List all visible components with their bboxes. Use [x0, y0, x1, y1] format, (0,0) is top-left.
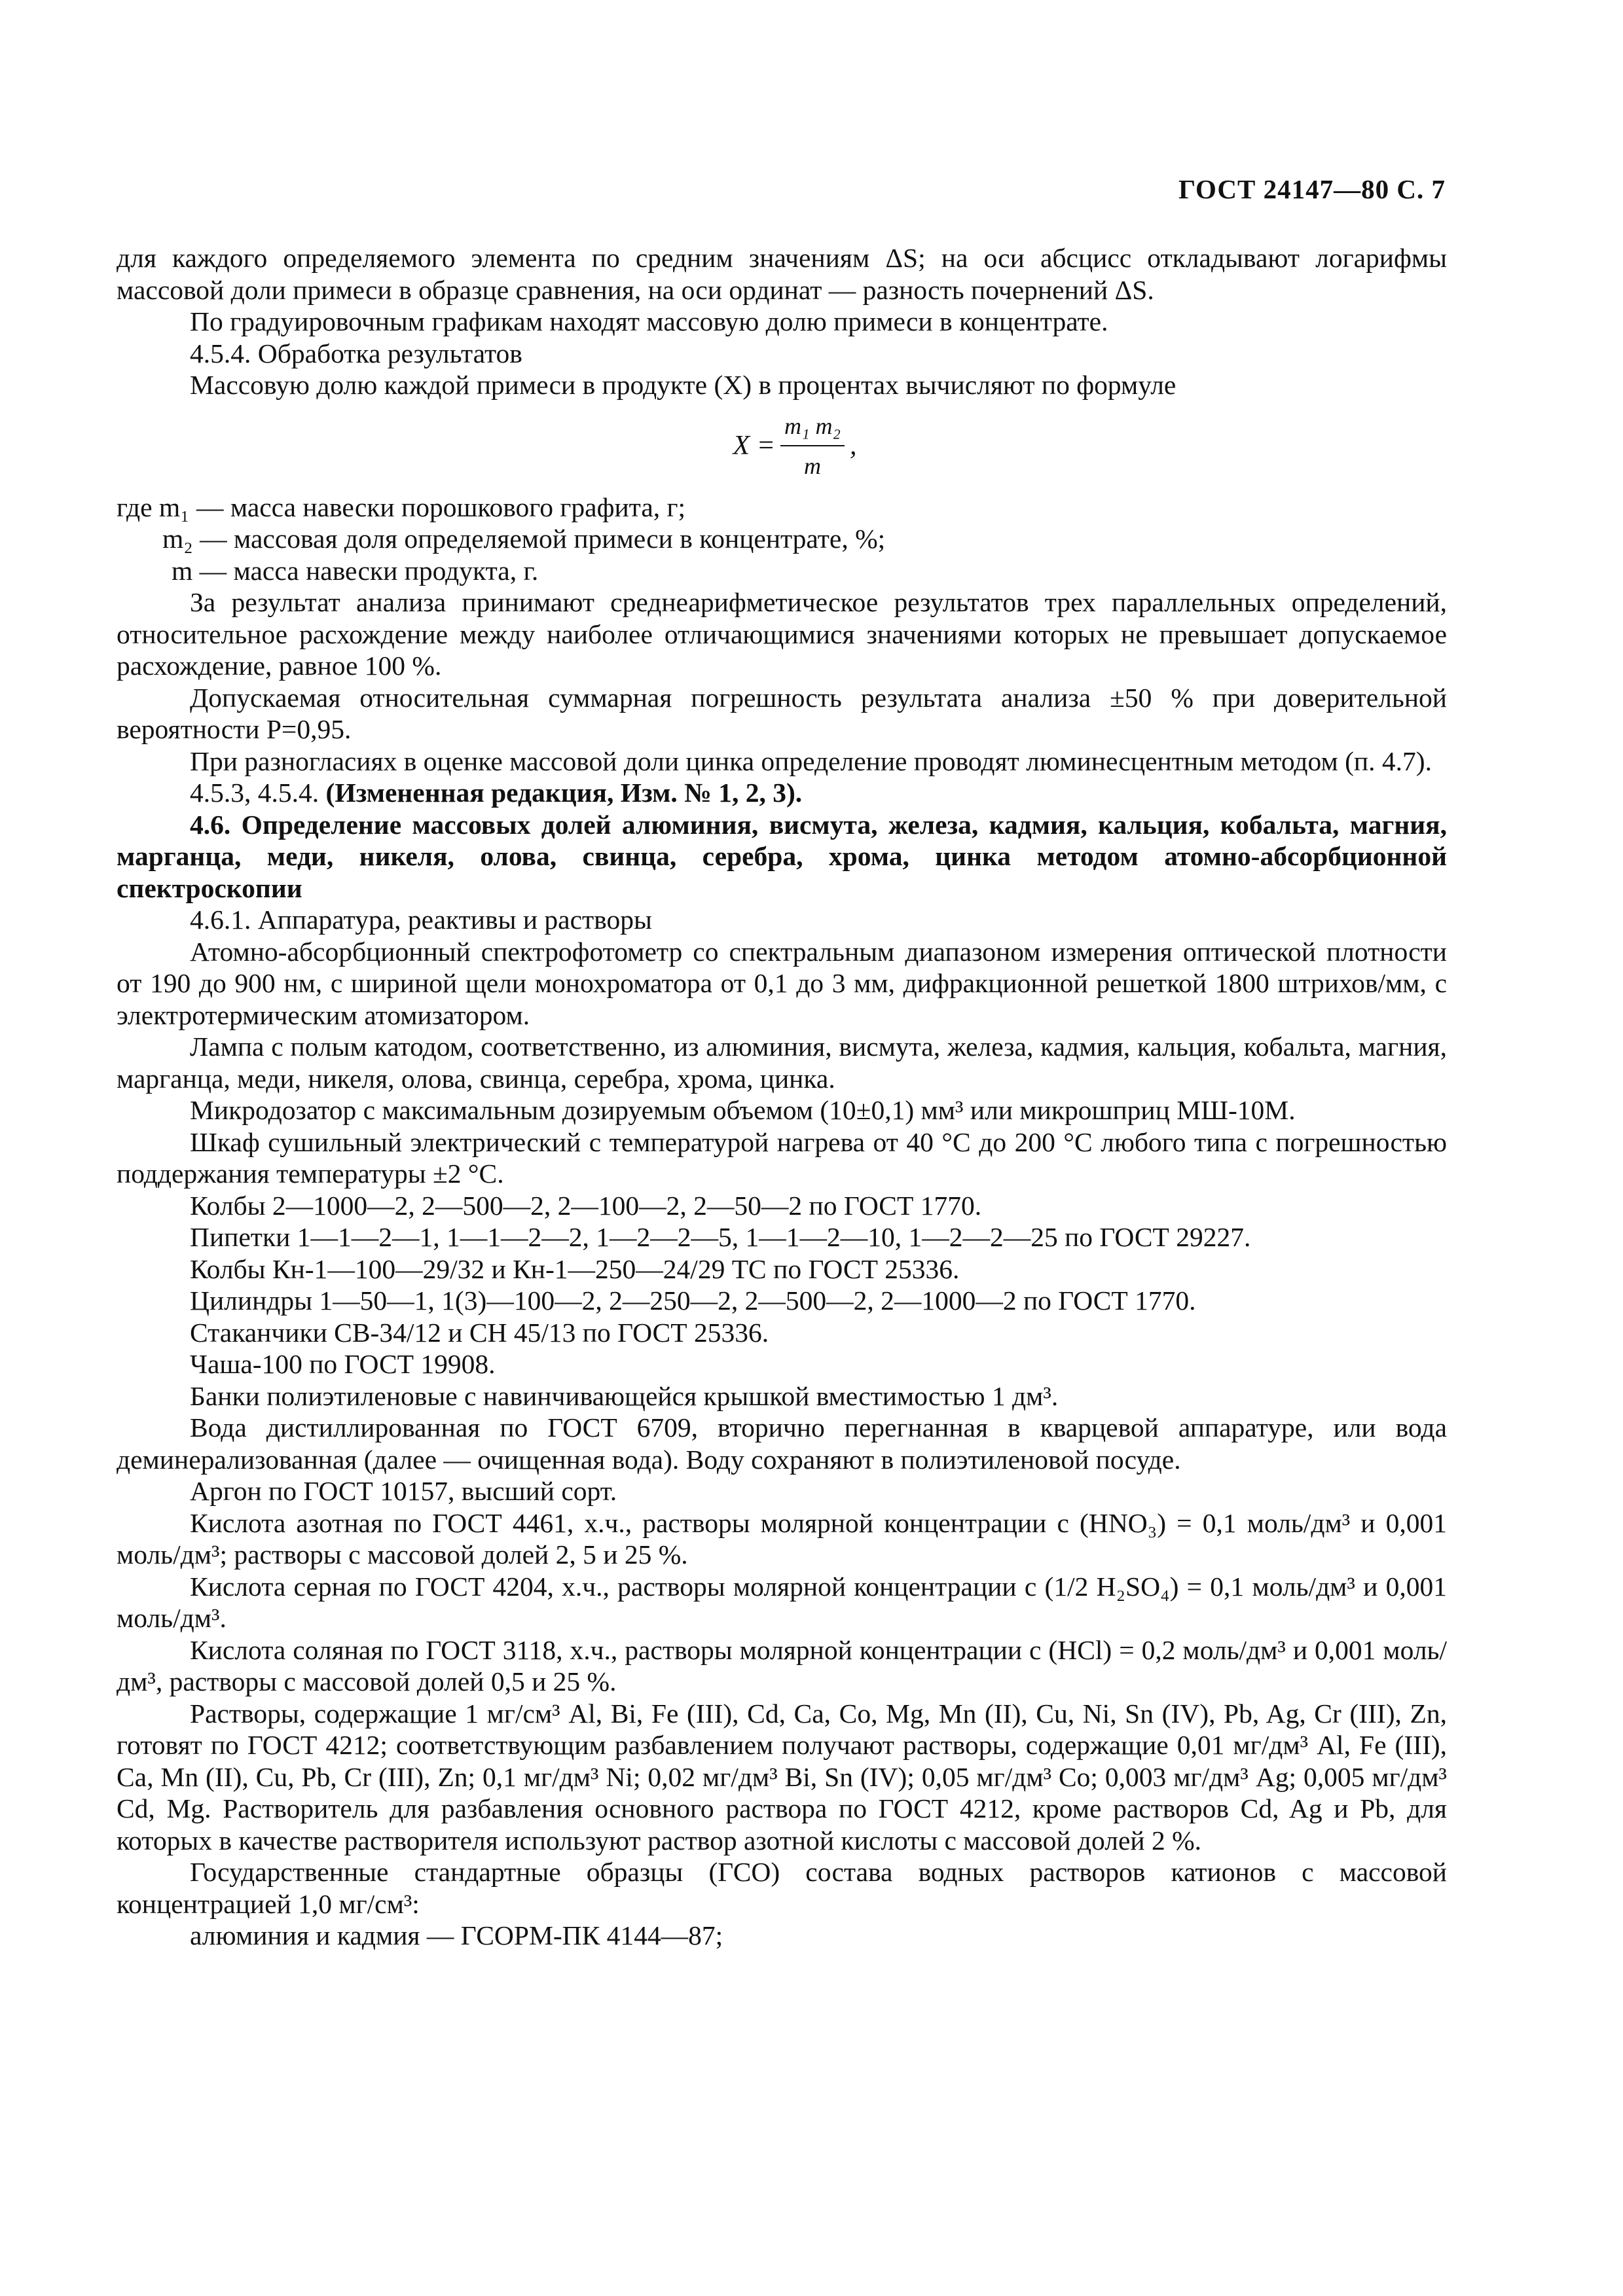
paragraph-beakers: Стаканчики СВ-34/12 и СН 45/13 по ГОСТ 25336.	[190, 1317, 769, 1348]
paragraph-argon: Аргон по ГОСТ 10157, высший сорт.	[190, 1476, 617, 1506]
formula-lhs: X =	[733, 431, 775, 461]
paragraph-oven: Шкаф сушильный электрический с температурой нагрева от 40 °С до 200 °С любого типа с погрешностью поддержания температуры ±2 °С.	[117, 1126, 1447, 1189]
paragraph-graphs: По градуировочным графикам находят массовую долю примеси в концентрате.	[190, 306, 1108, 336]
section-4-6-title: 4.6. Определение массовых долей алюминия, висмута, железа, кадмия, кальция, кобальта, магния, марганца, меди, никеля, олова, свинца, серебра, хрома, цинка методом атомно-абсорбционной спектроскопии	[117, 809, 1447, 903]
paragraph-formula-intro: Массовую долю каждой примеси в продукте (X) в процентах вычисляют по формуле	[190, 370, 1176, 400]
paragraph-flasks: Колбы 2—1000—2, 2—500—2, 2—100—2, 2—50—2 по ГОСТ 1770.	[190, 1190, 982, 1221]
page-header: ГОСТ 24147—80 С. 7	[1178, 174, 1446, 204]
document-body	[117, 242, 1447, 1952]
paragraph-bowl: Чаша-100 по ГОСТ 19908.	[190, 1349, 496, 1379]
paragraph-solutions: Растворы, содержащие 1 мг/см³ Al, Bi, Fe (III), Cd, Ca, Co, Mg, Mn (II), Cu, Ni, Sn (IV), Pb, Ag, Cr (III), Zn, готовят по ГОСТ 4212; соответствующим разбавлением получают растворы, содержащие 0,01 мг/дм³ Al, Fe (III), Ca, Mn (II), Cu, Pb, Cr (III), Zn; 0,1 мг/дм³ Ni; 0,02 мг/дм³ Bi, Sn (IV); 0,05 мг/дм³ Co; 0,003 мг/дм³ Ag; 0,005 мг/дм³ Cd, Mg. Растворитель для разбавления основного раствора по ГОСТ 4212, кроме растворов Cd, Ag и Pb, для которых в качестве растворителя используют раствор азотной кислоты с массовой долей 2 %.	[117, 1698, 1447, 1856]
paragraph-gso-aluminium-cadmium: алюминия и кадмия — ГСОРМ-ПК 4144—87;	[190, 1920, 723, 1950]
amendment-note: (Измененная редакция, Изм. № 1, 2, 3).	[325, 778, 803, 808]
amendment-sections: 4.5.3, 4.5.4.	[190, 778, 319, 808]
formula-denominator: m	[804, 452, 821, 479]
paragraph-hydrochloric-acid: Кислота соляная по ГОСТ 3118, х.ч., растворы молярной концентрации c (HCl) = 0,2 моль/дм³ и 0,001 моль/дм³, растворы с массовой долей 0,5 и 25 %.	[117, 1634, 1447, 1696]
paragraph-jars: Банки полиэтиленовые с навинчивающейся крышкой вместимостью 1 дм³.	[190, 1380, 1059, 1411]
paragraph-disagreement: При разногласиях в оценке массовой доли цинка определение проводят люминесцентным методом (п. 4.7).	[190, 745, 1432, 776]
legend-m1: где m₁ — масса навески порошкового графита, г;	[117, 492, 686, 522]
paragraph-pipettes: Пипетки 1—1—2—1, 1—1—2—2, 1—2—2—5, 1—1—2—10, 1—2—2—25 по ГОСТ 29227.	[190, 1222, 1251, 1252]
paragraph-error: Допускаемая относительная суммарная погрешность результата анализа ±50 % при доверительной вероятности P=0,95.	[117, 682, 1447, 744]
paragraph-lamp: Лампа с полым катодом, соответственно, из алюминия, висмута, железа, кадмия, кальция, кобальта, магния, марганца, меди, никеля, олова, свинца, серебра, хрома, цинка.	[117, 1031, 1447, 1094]
paragraph-amendment	[117, 777, 1447, 809]
paragraph-sulfuric-acid: Кислота серная по ГОСТ 4204, х.ч., растворы молярной концентрации c (1/2 H₂SO₄) = 0,1 моль/дм³ и 0,001 моль/дм³.	[117, 1571, 1447, 1633]
formula-numerator: m₁ m₂	[780, 410, 845, 446]
paragraph-conical-flasks: Колбы Кн-1—100—29/32 и Кн-1—250—24/29 ТС по ГОСТ 25336.	[190, 1253, 960, 1284]
paragraph-gso: Государственные стандартные образцы (ГСО) состава водных растворов катионов с массовой концентрацией 1,0 мг/см³:	[117, 1857, 1447, 1919]
paragraph-microdoser: Микродозатор с максимальным дозируемым объемом (10±0,1) мм³ или микрошприц МШ-10М.	[190, 1095, 1296, 1125]
paragraph-nitric-acid: Кислота азотная по ГОСТ 4461, х.ч., растворы молярной концентрации c (HNO₃) = 0,1 моль/дм³ и 0,001 моль/дм³; растворы с массовой долей 2, 5 и 25 %.	[117, 1507, 1447, 1570]
paragraph-spectrophotometer: Атомно-абсорбционный спектрофотометр со спектральным диапазоном измерения оптической плотности от 190 до 900 нм, с шириной щели монохроматора от 0,1 до 3 мм, дифракционной решеткой 1800 штрихов/мм, с электротермическим атомизатором.	[117, 936, 1447, 1030]
legend-m: m — масса навески продукта, г.	[172, 555, 539, 586]
section-4-5-4-title: 4.5.4. Обработка результатов	[190, 338, 522, 368]
section-4-6-1-title: 4.6.1. Аппаратура, реактивы и растворы	[190, 905, 652, 935]
formula-x	[143, 401, 1447, 492]
paragraph-water: Вода дистиллированная по ГОСТ 6709, вторично перегнанная в кварцевой аппаратуре, или вода деминерализованная (далее — очищенная вода). Воду сохраняют в полиэтиленовой посуде.	[117, 1412, 1447, 1475]
paragraph-cylinders: Цилиндры 1—50—1, 1(3)—100—2, 2—250—2, 2—500—2, 2—1000—2 по ГОСТ 1770.	[190, 1285, 1196, 1316]
paragraph-result: За результат анализа принимают среднеарифметическое результатов трех параллельных определений, относительное расхождение между наиболее отличающимися значениями которых не превышает допускаемое расхождение, равное 100 %.	[117, 587, 1447, 681]
paragraph-delta-s: для каждого определяемого элемента по средним значениям ΔS; на оси абсцисс откладывают логарифмы массовой доли примеси в образце сравнения, на оси ординат — разность почернений ΔS.	[117, 243, 1447, 305]
formula-tail: ,	[850, 431, 857, 461]
legend-m2: m₂ — массовая доля определяемой примеси в концентрате, %;	[162, 524, 886, 554]
formula-fraction	[780, 410, 845, 482]
